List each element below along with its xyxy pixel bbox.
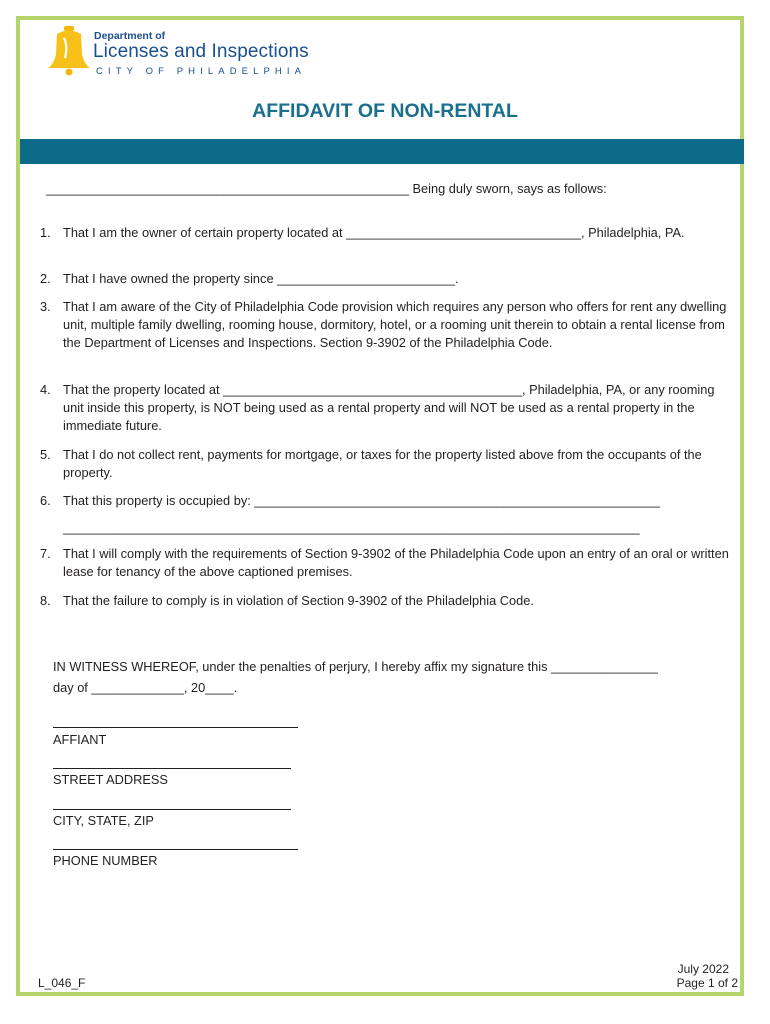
intro-statement: ___________________________________________________ Being duly sworn, says as follows: <box>46 181 607 196</box>
list-item-number: 8. <box>40 593 51 608</box>
logo-agency-name: Licenses and Inspections <box>93 41 309 62</box>
logo-city-text: CITY OF PHILADELPHIA <box>96 66 307 77</box>
signature-line-phone[interactable] <box>53 849 298 850</box>
title-banner-bar <box>20 139 744 164</box>
list-item-text: That I have owned the property since _________________________. <box>63 271 459 286</box>
list-item-text: That I am the owner of certain property located at _________________________________, Philadelphia, PA. <box>63 225 685 240</box>
witness-statement: IN WITNESS WHEREOF, under the penalties of perjury, I hereby affix my signature this _______________ <box>53 659 658 674</box>
list-item-number: 2. <box>40 271 51 286</box>
signature-line-street[interactable] <box>53 768 291 769</box>
signature-line-city[interactable] <box>53 809 291 810</box>
revision-date: July 2022 <box>677 962 729 976</box>
list-item-text: That this property is occupied by: _________________________________________________________ <box>63 493 661 508</box>
list-item-text: That I am aware of the City of Philadelphia Code provision which requires any person who offers for rent any dwelling unit, multiple family dwelling, rooming house, dormitory, hotel, or a rooming unit therein to obtain a rental license from the Department of Licenses and Inspections. Section 9-3902 of the Philadelphia Code. <box>63 299 727 350</box>
occupant-continuation-line: _________________________________________________________________________________ <box>63 520 640 535</box>
page-title: AFFIDAVIT OF NON-RENTAL <box>252 100 518 122</box>
form-id: L_046_F <box>38 976 86 990</box>
logo-department-text: Department of <box>94 30 166 42</box>
list-item-number: 6. <box>40 493 51 508</box>
witness-date-line: day of _____________, 20____. <box>53 680 238 695</box>
list-item-text: That the property located at __________________________________________, Philadelphia, PA, or any rooming unit inside this property, is NOT being used as a rental property and will NOT be used as a rental property in the immediate future. <box>63 382 715 433</box>
list-item-number: 3. <box>40 299 51 314</box>
street-address-label: STREET ADDRESS <box>53 772 168 787</box>
page-number: Page 1 of 2 <box>676 976 738 990</box>
liberty-bell-icon <box>46 24 92 76</box>
list-item-text: That I will comply with the requirements of Section 9-3902 of the Philadelphia Code upon an entry of an oral or written lease for tenancy of the above captioned premises. <box>63 546 729 579</box>
phone-number-label: PHONE NUMBER <box>53 853 158 868</box>
list-item-number: 4. <box>40 382 51 397</box>
affiant-label: AFFIANT <box>53 732 107 747</box>
list-item-text: That the failure to comply is in violation of Section 9-3902 of the Philadelphia Code. <box>63 593 534 608</box>
list-item-number: 5. <box>40 447 51 462</box>
list-item-text: That I do not collect rent, payments for mortgage, or taxes for the property listed above from the occupants of the property. <box>63 447 702 480</box>
department-logo <box>46 24 346 84</box>
list-item-number: 1. <box>40 225 51 240</box>
city-state-zip-label: CITY, STATE, ZIP <box>53 813 154 828</box>
signature-line-affiant[interactable] <box>53 727 298 728</box>
list-item-number: 7. <box>40 546 51 561</box>
